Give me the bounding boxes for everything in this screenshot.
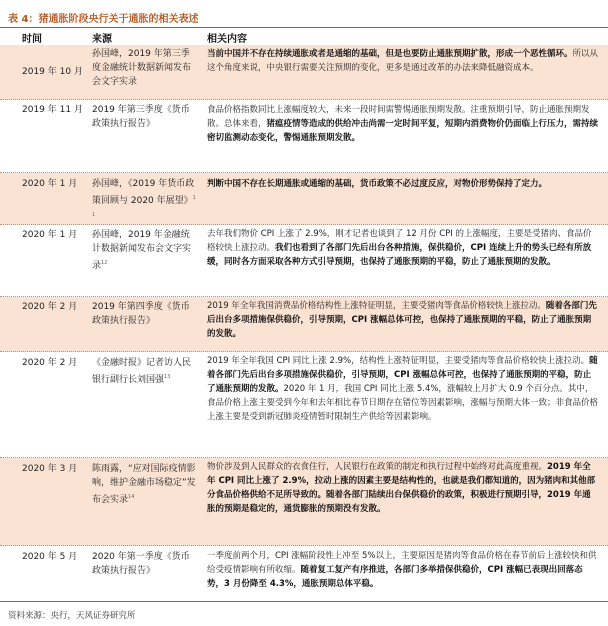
table-row xyxy=(0,45,608,100)
table-row xyxy=(0,458,608,546)
row-source-footnote: 11 xyxy=(92,195,196,218)
row-content-bold2: 2019 年全年 CPI 同比上涨了 2.9%，拉动上涨的因素主要是结构性的，也就是我们都知道的，因为猪肉和其他部分食品价格供给不足所导致的。随着各部门陆续出台保供稳价的政策，积极进行预期引导，2019 年通胀的预期是稳定的，通货膨胀的预期没有发散。 xyxy=(207,462,596,514)
header-source: 来源 xyxy=(92,34,112,45)
row-source xyxy=(92,177,198,225)
row-content xyxy=(207,177,599,191)
row-content xyxy=(207,354,599,424)
row-content-bold2: 随着各部门先后出台多项措施保供稳价，引导预期，CPI 涨幅总体可控，也保持了通胀预期的平稳，防止了通胀预期的发散。 xyxy=(207,356,598,394)
row-source-footnote: 13 xyxy=(164,374,171,380)
row-time: 2020 年 2 月 xyxy=(22,358,78,368)
row-content xyxy=(207,103,599,145)
row-content-bold2: 我们也看到了各部门先后出台各种措施，保供稳价，CPI 连续上升的势头已经有所放缓，同时各方面采取各种方式引导预期，也保持了通胀预期的平稳，防止了通胀预期的发散。 xyxy=(207,243,592,267)
row-source xyxy=(92,228,198,273)
header-content: 相关内容 xyxy=(207,34,247,45)
table-row xyxy=(0,546,608,602)
row-source-text: 陈雨露，“应对国际疫情影响，维护金融市场稳定”发布会实录 xyxy=(92,464,196,505)
row-source xyxy=(92,103,198,131)
row-content xyxy=(207,460,599,516)
row-source-text: 孙国峰，2019 年第三季度金融统计数据新闻发布会文字实录 xyxy=(92,49,192,87)
row-time: 2020 年 2 月 xyxy=(22,302,78,312)
table-row xyxy=(0,352,608,458)
row-content-normal2: 2020 年 1 月，我国 CPI 同比上涨 5.4%，涨幅较上月扩大 0.9 个百分点。其中，食品价格上涨主要受到今年和去年相比春节日期存在错位等因素影响，涨幅与预期大体一致；非食品价格上涨主要是受到新冠肺炎疫情暂时限制生产供给等因素影响。 xyxy=(207,384,599,422)
table-row xyxy=(0,225,608,297)
row-content xyxy=(207,227,599,269)
row-content xyxy=(207,47,599,75)
row-content-bold2: 随着各部门先后出台多项措施保供稳价，引导预期，CPI 涨幅总体可控，也保持了通胀预期的平稳，防止了通胀预期的发散。 xyxy=(207,301,597,339)
row-source-text: 2020 年第一季度《货币政策执行报告》 xyxy=(92,552,190,576)
row-source-footnote: 14 xyxy=(128,494,135,500)
row-source-text: 2019 年第三季度《货币政策执行报告》 xyxy=(92,105,190,129)
row-source-text: 《金融时报》记者访人民银行副行长刘国强 xyxy=(92,358,192,385)
row-content xyxy=(207,549,599,591)
row-source-footnote: 12 xyxy=(101,260,108,266)
row-content-normal: 去年我们物价 CPI 上涨了 2.9%，刚才记者也谈到了 12 月份 CPI 的上涨幅度，主要是受猪肉、食品价格较快上涨拉动。 xyxy=(207,229,592,253)
row-source xyxy=(92,550,198,578)
row-content-normal: 2019 年全年我国 CPI 同比上涨 2.9%，结构性上涨特征明显，主要受猪肉等食品价格较快上涨拉动。 xyxy=(207,356,590,366)
row-content-normal: 一季度前两个月，CPI 涨幅阶段性上冲至 5%以上，主要原因是猪肉等食品价格在春节前后上涨较快和供给受疫情影响有所收缩。 xyxy=(207,551,597,575)
row-time: 2019 年 11 月 xyxy=(22,105,83,115)
row-source-text: 孙国峰，2019 年金融统计数据新闻发布会文字实录 xyxy=(92,230,192,271)
row-time: 2020 年 1 月 xyxy=(22,179,78,189)
header-time: 时间 xyxy=(22,34,42,45)
table-caption: 表 4：猪通胀阶段央行关于通胀的相关表述 xyxy=(8,14,199,25)
row-source-text: 2019 年第四季度《货币政策执行报告》 xyxy=(92,302,190,326)
row-time: 2020 年 3 月 xyxy=(22,464,78,474)
table-row xyxy=(0,173,608,225)
row-time: 2020 年 5 月 xyxy=(22,552,78,562)
row-source xyxy=(92,47,198,89)
table-row xyxy=(0,100,608,173)
row-source xyxy=(92,462,198,507)
row-content-bold: 当前中国并不存在持续通胀或者是通缩的基础，但是也要防止通胀预期扩散，形成一个恶性循环。 xyxy=(207,49,573,59)
row-content-normal: 所以从这个角度来说，中央银行需要关注预期的变化，更多是通过改革的办法来降低融资成本。 xyxy=(207,49,599,73)
row-time: 2020 年 1 月 xyxy=(22,230,78,240)
table-header xyxy=(0,27,608,47)
row-source xyxy=(92,300,198,328)
row-content-bold: 判断中国不存在长期通胀或通缩的基础，货币政策不必过度反应，对物价形势保持了定力。 xyxy=(207,179,548,189)
row-content-normal: 2019 年全年我国消费品价格结构性上涨特征明显，主要受猪肉等食品价格较快上涨拉动。 xyxy=(207,301,546,311)
table-row xyxy=(0,297,608,352)
source-note: 资料来源：央行，天风证券研究所 xyxy=(8,611,136,621)
row-content-bold2: 猪瘟疫情等造成的供给冲击尚需一定时间平复，短期内消费物价仍面临上行压力，需持续密切监测动态变化，警惕通胀预期发散。 xyxy=(207,119,599,143)
row-time: 2019 年 10 月 xyxy=(22,67,83,77)
row-source xyxy=(92,356,198,387)
row-source-text: 孙国峰，《2019 年货币政策回顾与 2020 年展望》 xyxy=(92,179,195,206)
row-content-normal: 食品价格指数同比上涨幅度较大，未来一段时间需警惕通胀预期发散。注重预期引导，防止通胀预期发散。总体来看， xyxy=(207,105,590,129)
row-content xyxy=(207,299,599,341)
row-content-bold2: 随着复工复产有序推进，各部门多举措保供稳价，CPI 涨幅已表现出回落态势，3 月份降至 4.3%，通胀预期总体平稳。 xyxy=(207,565,583,589)
row-content-normal: 物价涉及到人民群众的衣食住行，人民银行在政策的制定和执行过程中始终对此高度重视。 xyxy=(207,462,548,472)
